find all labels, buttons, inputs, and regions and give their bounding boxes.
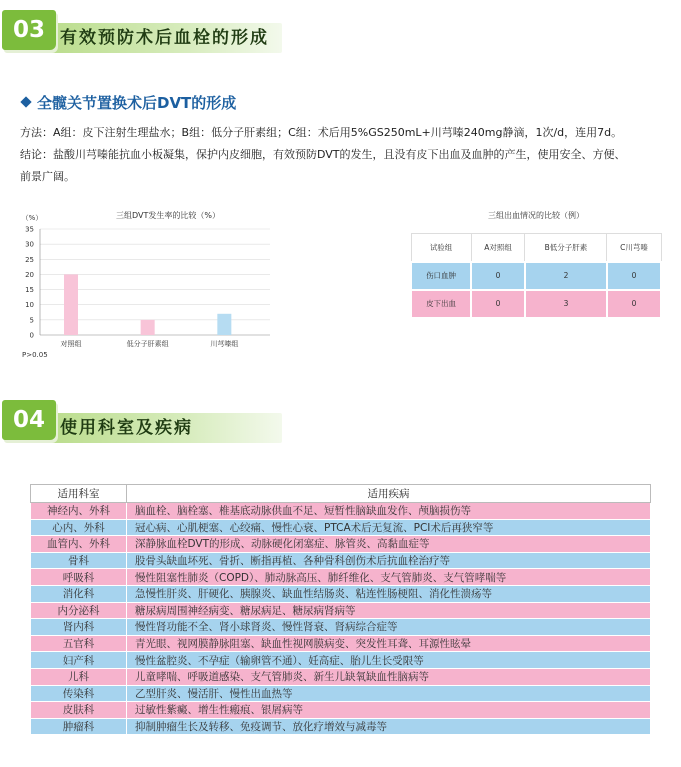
disease-cell: 儿童哮喘、呼吸道感染、支气管肺炎、新生儿缺氧缺血性脑病等 bbox=[127, 668, 651, 685]
bleed-header-cell: 试验组 bbox=[411, 234, 471, 262]
p-value-note: P>0.05 bbox=[22, 351, 48, 359]
bleed-header-cell: C川芎嗪 bbox=[607, 234, 661, 262]
disease-cell: 脑血栓、脑栓塞、椎基底动脉供血不足、短暂性脑缺血发作、颅脑损伤等 bbox=[127, 503, 651, 520]
y-tick-label: 5 bbox=[29, 316, 34, 325]
bleed-table-header bbox=[411, 234, 661, 262]
disease-cell: 急慢性肝炎、肝硬化、胰腺炎、缺血性结肠炎、粘连性肠梗阻、消化性溃疡等 bbox=[127, 585, 651, 602]
bleed-cell: 2 bbox=[525, 262, 607, 290]
bar bbox=[64, 274, 78, 335]
dept-cell: 肿瘤科 bbox=[31, 718, 127, 735]
y-tick-label: 20 bbox=[25, 270, 34, 279]
disease-cell: 冠心病、心肌梗塞、心绞痛、慢性心衰、PTCA术后无复流、PCI术后再狭窄等 bbox=[127, 519, 651, 536]
dept-header: 适用科室 bbox=[31, 485, 127, 503]
table-row bbox=[31, 552, 651, 569]
conclusion-text-1: 结论：盐酸川芎嗪能抗血小板凝集，保护内皮细胞，有效预防DVT的发生，且没有皮下出血及血肿的产生，使用安全、方便、 bbox=[20, 148, 626, 161]
dept-cell: 肾内科 bbox=[31, 619, 127, 636]
y-tick-label: 15 bbox=[25, 286, 34, 295]
dept-cell: 传染科 bbox=[31, 685, 127, 702]
disease-cell: 慢性盆腔炎、不孕症（输卵管不通）、妊高症、胎儿生长受限等 bbox=[127, 652, 651, 669]
bleed-cell: 0 bbox=[607, 290, 661, 318]
table-row bbox=[31, 702, 651, 719]
table-row bbox=[31, 519, 651, 536]
disease-cell: 慢性肾功能不全、肾小球肾炎、慢性肾衰、肾病综合症等 bbox=[127, 619, 651, 636]
disease-cell: 青光眼、视网膜静脉阻塞、缺血性视网膜病变、突发性耳聋、耳源性眩晕 bbox=[127, 635, 651, 652]
table-row bbox=[31, 652, 651, 669]
bleed-table-wrap bbox=[410, 210, 662, 319]
section-03-banner bbox=[0, 10, 285, 60]
bleed-table-row bbox=[411, 262, 661, 290]
dept-cell: 血管内、外科 bbox=[31, 536, 127, 553]
y-tick-label: 10 bbox=[25, 301, 34, 310]
dept-cell: 内分泌科 bbox=[31, 602, 127, 619]
section-03-title: 有效预防术后血栓的形成 bbox=[60, 28, 269, 48]
section-04-number: 04 bbox=[2, 400, 56, 440]
disease-cell: 乙型肝炎、慢活肝、慢性出血热等 bbox=[127, 685, 651, 702]
disease-header: 适用疾病 bbox=[127, 485, 651, 503]
bleed-table-title: 三组出血情况的比较（例） bbox=[488, 211, 584, 220]
dept-cell: 妇产科 bbox=[31, 652, 127, 669]
disease-cell: 抑制肿瘤生长及转移、免疫调节、放化疗增效与减毒等 bbox=[127, 718, 651, 735]
y-tick-label: 30 bbox=[25, 240, 34, 249]
dvt-subheading-text: 全髋关节置换术后DVT的形成 bbox=[37, 94, 237, 112]
conclusion-text-2: 前景广阔。 bbox=[20, 170, 75, 183]
dept-cell: 皮肤科 bbox=[31, 702, 127, 719]
dvt-rate-chart bbox=[18, 205, 288, 363]
chart-title: 三组DVT发生率的比较（%） bbox=[116, 211, 220, 220]
bar bbox=[217, 314, 231, 335]
section-04-banner bbox=[0, 400, 285, 450]
dept-cell: 呼吸科 bbox=[31, 569, 127, 586]
table-row bbox=[31, 635, 651, 652]
bleed-header-cell: B低分子肝素 bbox=[525, 234, 607, 262]
table-row bbox=[31, 668, 651, 685]
y-tick-label: 0 bbox=[29, 331, 34, 340]
bleed-cell: 伤口血肿 bbox=[411, 262, 471, 290]
y-axis-label: （%） bbox=[21, 214, 43, 222]
dept-cell: 消化科 bbox=[31, 585, 127, 602]
table-row bbox=[31, 585, 651, 602]
table-row bbox=[31, 503, 651, 520]
dept-cell: 儿科 bbox=[31, 668, 127, 685]
dept-cell: 五官科 bbox=[31, 635, 127, 652]
bleed-cell: 0 bbox=[471, 262, 525, 290]
bleed-table bbox=[410, 233, 662, 319]
table-row bbox=[31, 536, 651, 553]
table-row bbox=[31, 685, 651, 702]
x-tick-label: 川芎嗪组 bbox=[210, 340, 239, 348]
disease-cell: 慢性阻塞性肺炎（COPD）、肺动脉高压、肺纤维化、支气管肺炎、支气管哮喘等 bbox=[127, 569, 651, 586]
disease-cell: 糖尿病周围神经病变、糖尿病足、糖尿病肾病等 bbox=[127, 602, 651, 619]
dvt-subheading bbox=[22, 92, 236, 113]
bleed-table-row bbox=[411, 290, 661, 318]
bar bbox=[141, 320, 155, 335]
x-tick-label: 对照组 bbox=[60, 340, 82, 348]
x-tick-label: 低分子肝素组 bbox=[126, 340, 169, 348]
dept-cell: 心内、外科 bbox=[31, 519, 127, 536]
table-row bbox=[31, 619, 651, 636]
y-tick-label: 25 bbox=[25, 255, 34, 264]
bleed-cell: 3 bbox=[525, 290, 607, 318]
disease-cell: 过敏性紫癜、增生性瘢痕、银屑病等 bbox=[127, 702, 651, 719]
bleed-header-cell: A对照组 bbox=[471, 234, 525, 262]
bleed-cell: 皮下出血 bbox=[411, 290, 471, 318]
dept-cell: 骨科 bbox=[31, 552, 127, 569]
department-table bbox=[30, 484, 651, 735]
method-text: 方法：A组：皮下注射生理盐水；B组：低分子肝素组；C组：术后用5%GS250mL+川芎嗪240mg静滴，1次/d，连用7d。 bbox=[20, 126, 623, 139]
disease-cell: 深静脉血栓DVT的形成、动脉硬化闭塞症、脉管炎、高黏血症等 bbox=[127, 536, 651, 553]
bleed-cell: 0 bbox=[607, 262, 661, 290]
diamond-bullet-icon bbox=[20, 96, 31, 107]
table-row bbox=[31, 718, 651, 735]
section-04-title: 使用科室及疾病 bbox=[60, 418, 193, 438]
dept-cell: 神经内、外科 bbox=[31, 503, 127, 520]
bleed-cell: 0 bbox=[471, 290, 525, 318]
table-row bbox=[31, 602, 651, 619]
department-table-header bbox=[31, 485, 651, 503]
table-row bbox=[31, 569, 651, 586]
disease-cell: 股骨头缺血坏死、骨折、断指再植、各种骨科创伤术后抗血栓治疗等 bbox=[127, 552, 651, 569]
y-tick-label: 35 bbox=[25, 225, 34, 234]
section-03-number: 03 bbox=[2, 10, 56, 50]
